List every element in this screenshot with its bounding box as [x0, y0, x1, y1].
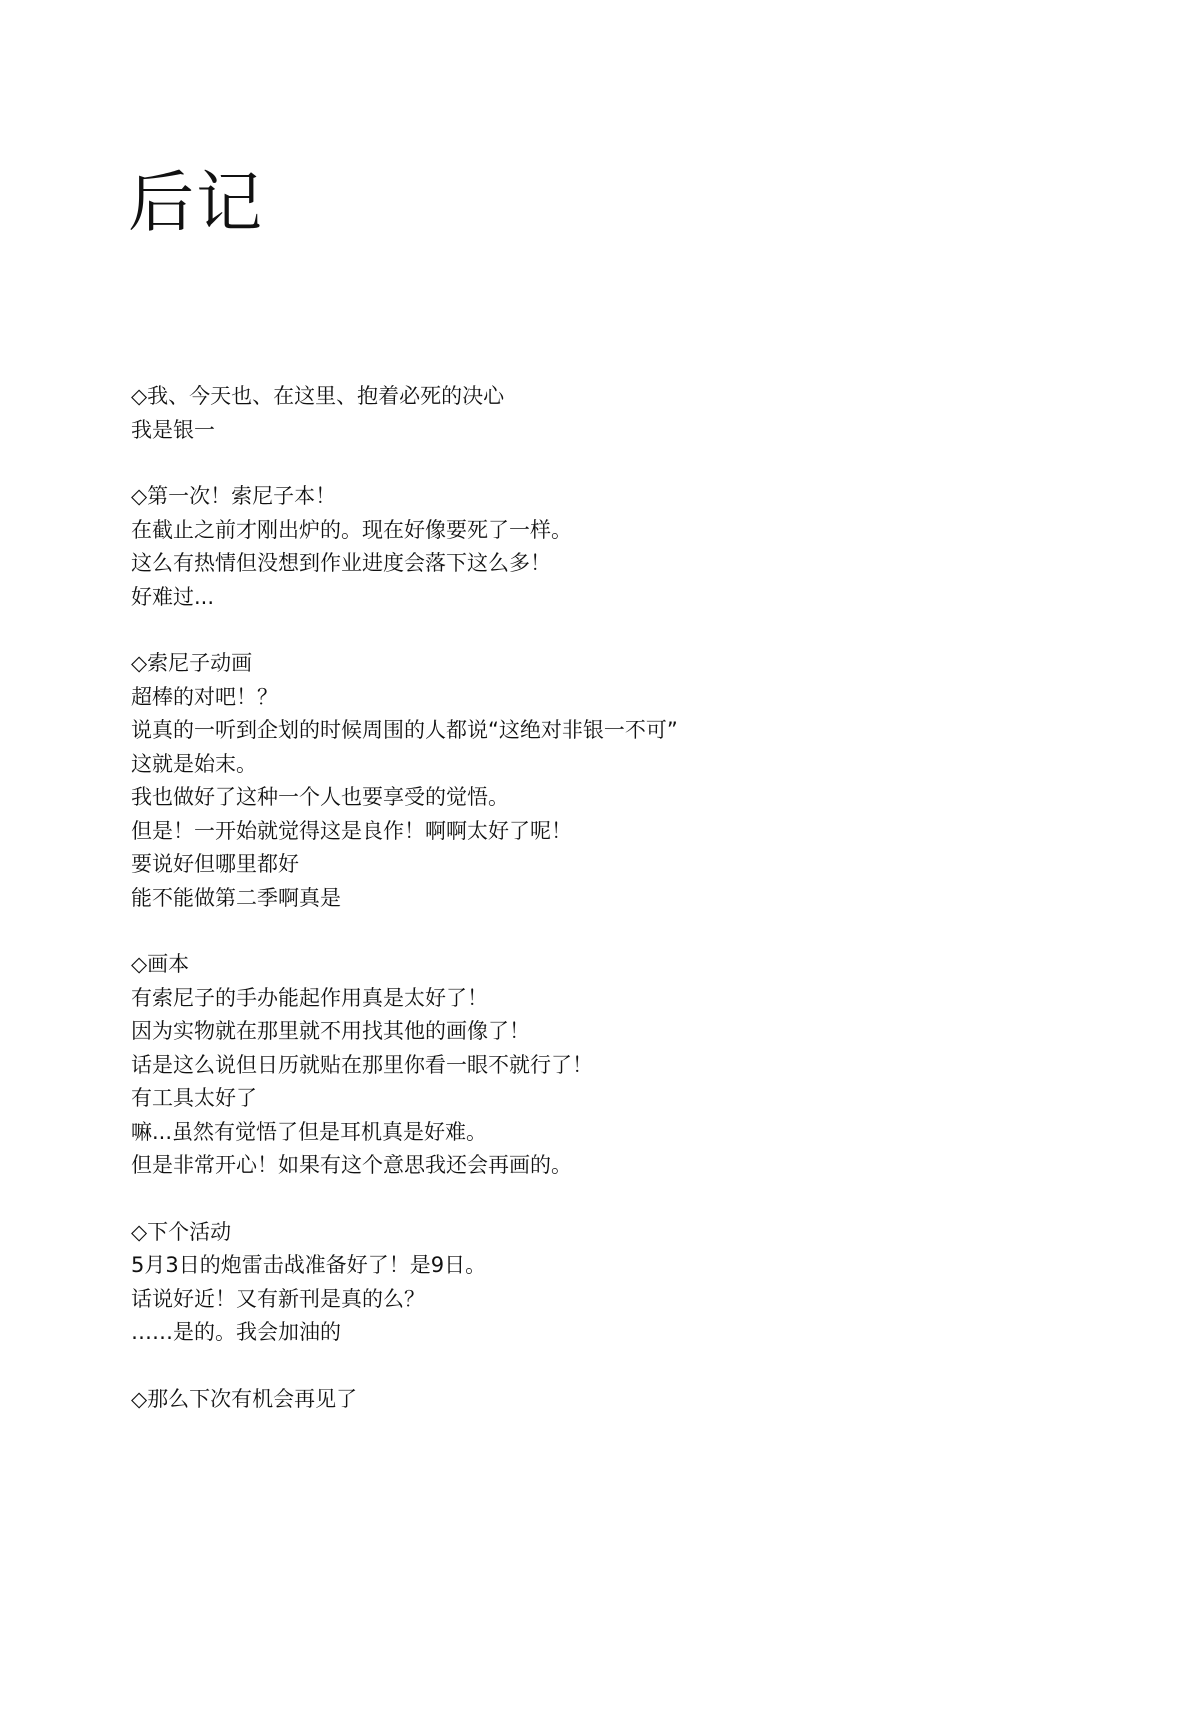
section-heading: ◇索尼子动画	[131, 651, 253, 675]
text-line: 好难过...	[131, 584, 215, 609]
text-line: ……是的。我会加油的	[131, 1320, 341, 1344]
text-line: 在截止之前才刚出炉的。现在好像要死了一样。	[131, 517, 572, 542]
text-line: 但是非常开心！如果有这个意思我还会再画的。	[131, 1153, 572, 1177]
section-heading: ◇我、今天也、在这里、抱着必死的决心	[131, 384, 505, 408]
text-line: 有工具太好了	[131, 1086, 257, 1110]
text-line: 这么有热情但没想到作业进度会落下这么多！	[131, 551, 551, 575]
text-line: 但是！一开始就觉得这是良作！啊啊太好了呢！	[131, 818, 572, 843]
section-drawing	[131, 948, 1131, 1183]
text-line: 我是银一	[131, 417, 215, 442]
section-heading: ◇第一次！索尼子本！	[131, 484, 337, 508]
text-line: 说真的一听到企划的时候周围的人都说“这绝对非银一不可”	[131, 718, 678, 742]
afterword-body	[131, 380, 1131, 1449]
section-heading: ◇那么下次有机会再见了	[131, 1386, 358, 1411]
text-line: 嘛...虽然有觉悟了但是耳机真是好难。	[131, 1119, 488, 1144]
section-first-book	[131, 480, 1131, 614]
text-line: 要说好但哪里都好	[131, 852, 299, 876]
text-line: 话是这么说但日历就贴在那里你看一眼不就行了！	[131, 1052, 593, 1077]
text-line: 能不能做第二季啊真是	[131, 885, 341, 910]
section-heading: ◇下个活动	[131, 1219, 232, 1244]
text-line: 话说好近！又有新刊是真的么？	[131, 1286, 425, 1311]
section-determination	[131, 380, 1131, 447]
page-title: 后记	[128, 164, 264, 241]
text-line: 这就是始末。	[131, 751, 257, 776]
section-next-event	[131, 1216, 1131, 1350]
section-farewell	[131, 1383, 1131, 1417]
section-heading: ◇画本	[131, 952, 190, 976]
section-anime	[131, 647, 1131, 915]
text-line: 有索尼子的手办能起作用真是太好了！	[131, 985, 488, 1010]
text-line: 超棒的对吧！？	[131, 684, 278, 709]
text-line: 因为实物就在那里就不用找其他的画像了！	[131, 1019, 530, 1043]
text-line: 我也做好了这种一个人也要享受的觉悟。	[131, 785, 509, 809]
text-line: 5月3日的炮雷击战准备好了！是9日。	[131, 1253, 487, 1277]
